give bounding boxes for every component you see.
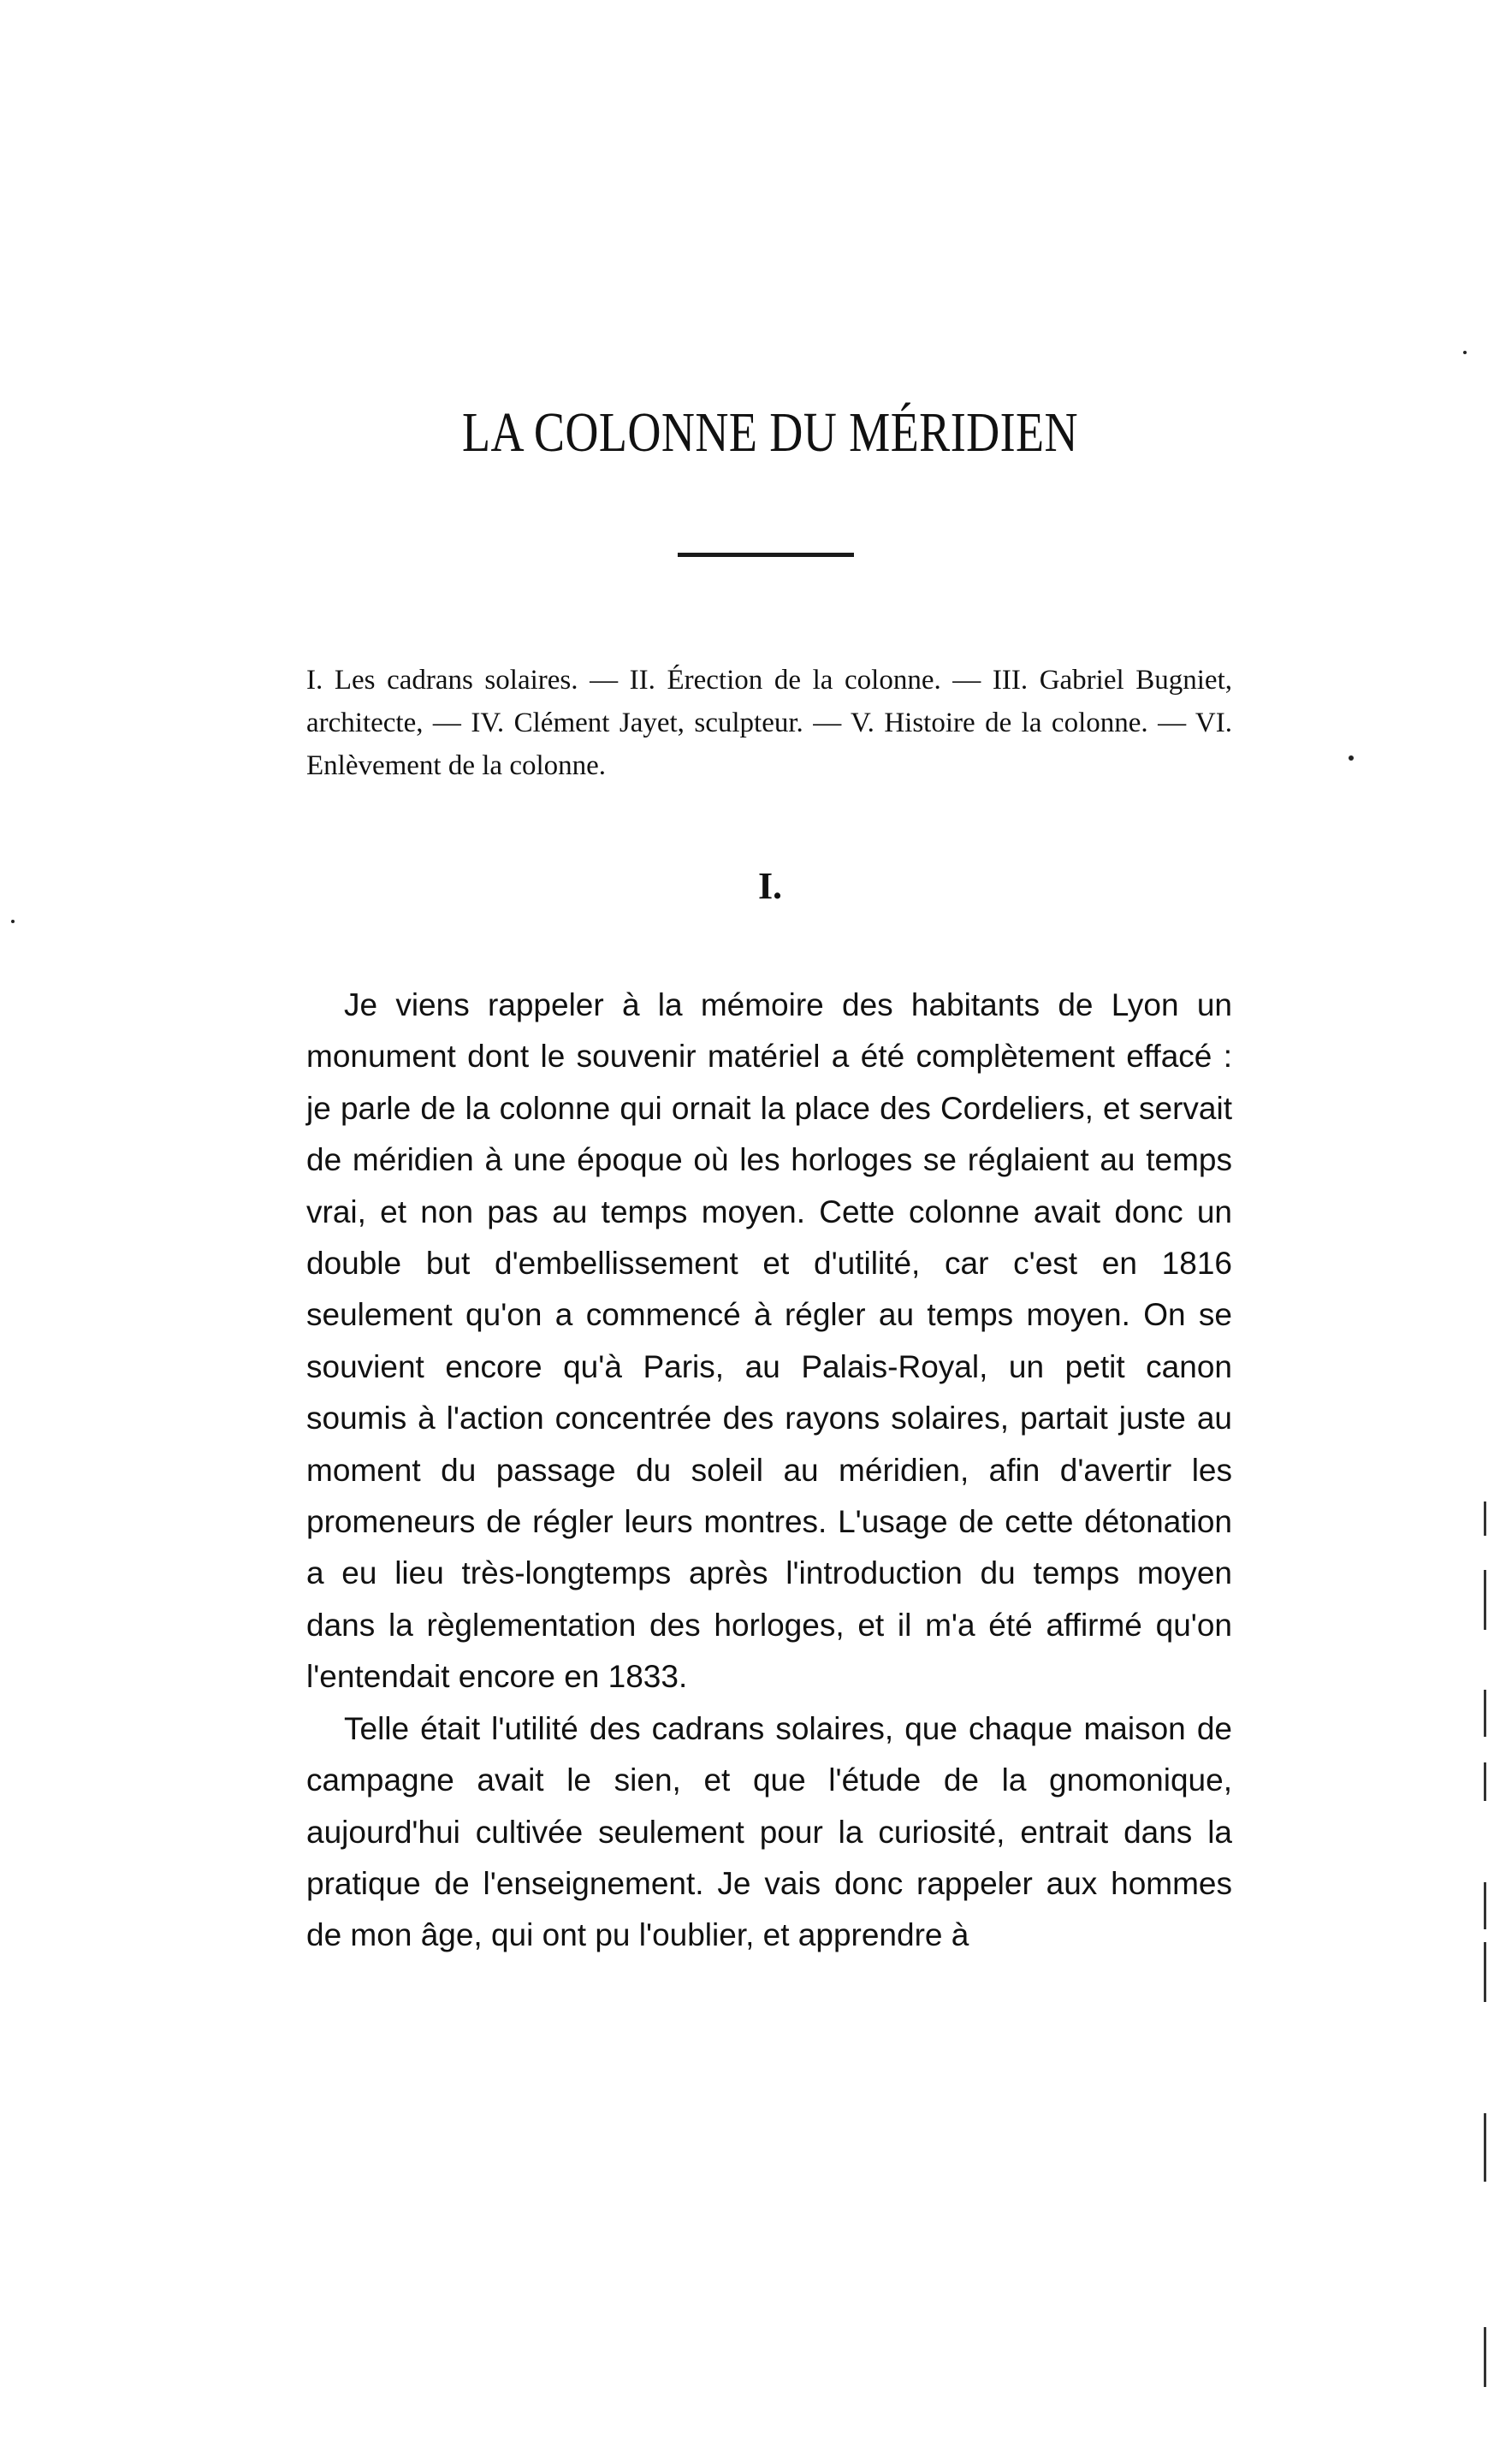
- scan-margin-mark: [1484, 1570, 1486, 1630]
- chapter-summary: I. Les cadrans solaires. — II. Érection de la colonne. — III. Gabriel Bugniet, architecte, — IV. Clément Jayet, sculpteur. — V. Histoire de la colonne. — VI. Enlèvement de la colonne.: [306, 665, 1232, 781]
- paragraph: Telle était l'utilité des cadrans solaires, que chaque maison de campagne avait le sien, et que l'étude de la gnomonique, aujourd'hui cultivée seulement pour la curiosité, entrait dans la pratique de l'enseignement. Je vais donc rappeler aux hommes de mon âge, qui ont pu l'oublier, et apprendre à: [306, 1710, 1232, 1953]
- scan-margin-mark: [1484, 1762, 1486, 1801]
- section-numeral: I.: [757, 865, 783, 907]
- scan-margin-mark: [1484, 1942, 1486, 2002]
- scan-margin-mark: [1484, 2113, 1486, 2182]
- scan-margin-mark: [1484, 1502, 1486, 1536]
- scan-speck: [1463, 351, 1467, 354]
- scan-speck: [11, 920, 15, 923]
- scan-margin-mark: [1484, 2327, 1486, 2387]
- paragraph: Je viens rappeler à la mémoire des habitants de Lyon un monument dont le souvenir matériel a été complètement effacé : je parle de la colonne qui ornait la place des Cordeliers, et servait de méridien à une époque où les horloges se réglaient au temps vrai, et non pas au temps moyen. Cette colonne avait donc un double but d'embellissement et d'utilité, car c'est en 1816 seulement qu'on a commencé à régler au temps moyen. On se souvient encore qu'à Paris, au Palais-Royal, un petit canon soumis à l'action concentrée des rayons solaires, partait juste au moment du passage du soleil au méridien, afin d'avertir les promeneurs de régler leurs montres. L'usage de cette détonation a eu lieu très-longtemps après l'introduction du temps moyen dans la règlementation des horloges, et il m'a été affirmé qu'on l'entendait encore en 1833.: [306, 987, 1232, 1695]
- scan-margin-mark: [1484, 1690, 1486, 1737]
- title-rule: [678, 553, 854, 557]
- scan-margin-mark: [1484, 1882, 1486, 1929]
- body-text: [306, 980, 1232, 1962]
- scan-speck: [1349, 755, 1354, 761]
- chapter-title: LA COLONNE DU MÉRIDIEN: [461, 401, 1079, 464]
